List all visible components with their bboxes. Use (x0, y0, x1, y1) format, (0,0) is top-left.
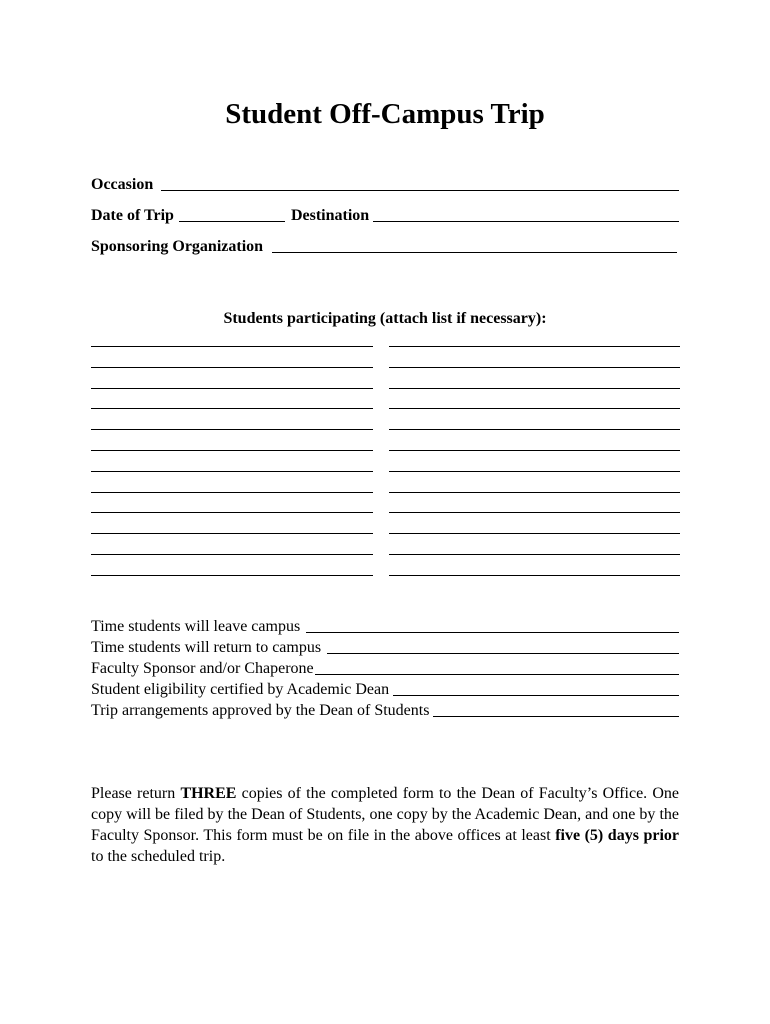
instructions-emphasis-copies: THREE (180, 785, 237, 802)
faculty-field[interactable] (315, 674, 679, 675)
student-name-line-left[interactable] (91, 429, 373, 430)
leave-time-row (91, 614, 679, 636)
student-name-line-left[interactable] (91, 575, 373, 576)
student-name-line-left[interactable] (91, 554, 373, 555)
occasion-row (91, 172, 679, 194)
students-heading: Students participating (attach list if necessary): (223, 310, 547, 327)
sponsor-org-row (91, 234, 679, 256)
student-name-line-right[interactable] (389, 492, 680, 493)
occasion-field[interactable] (161, 190, 679, 191)
destination-field[interactable] (373, 221, 679, 222)
student-name-line-left[interactable] (91, 346, 373, 347)
student-name-line-right[interactable] (389, 450, 680, 451)
student-name-line-right[interactable] (389, 471, 680, 472)
date-label: Date of Trip (91, 207, 174, 224)
return-time-label: Time students will return to campus (91, 639, 322, 656)
eligibility-field[interactable] (393, 695, 679, 696)
student-name-line-left[interactable] (91, 492, 373, 493)
eligibility-row (91, 677, 679, 699)
instructions-text-1: Please return (91, 785, 181, 802)
student-name-line-left[interactable] (91, 388, 373, 389)
leave-time-label: Time students will leave campus (91, 618, 301, 635)
student-name-line-right[interactable] (389, 346, 680, 347)
faculty-row (91, 656, 679, 678)
faculty-label: Faculty Sponsor and/or Chaperone (91, 660, 314, 677)
instructions-text-3: to the scheduled trip. (91, 848, 226, 865)
student-name-line-left[interactable] (91, 471, 373, 472)
instructions-emphasis-deadline: five (5) days prior (555, 827, 680, 844)
student-name-line-right[interactable] (389, 512, 680, 513)
student-name-line-right[interactable] (389, 533, 680, 534)
approval-field[interactable] (433, 716, 679, 717)
return-time-row (91, 635, 679, 657)
occasion-label: Occasion (91, 176, 154, 193)
date-destination-row (91, 203, 679, 225)
student-name-line-left[interactable] (91, 367, 373, 368)
student-name-line-right[interactable] (389, 388, 680, 389)
approval-label: Trip arrangements approved by the Dean of Students (91, 702, 430, 719)
student-name-line-left[interactable] (91, 512, 373, 513)
student-name-line-left[interactable] (91, 533, 373, 534)
sponsor-org-field[interactable] (272, 252, 677, 253)
instructions-paragraph (91, 783, 679, 867)
destination-label: Destination (290, 207, 370, 224)
student-name-line-right[interactable] (389, 367, 680, 368)
student-name-line-right[interactable] (389, 554, 680, 555)
return-time-field[interactable] (327, 653, 679, 654)
student-name-line-right[interactable] (389, 575, 680, 576)
student-name-line-right[interactable] (389, 408, 680, 409)
leave-time-field[interactable] (306, 632, 679, 633)
eligibility-label: Student eligibility certified by Academic Dean (91, 681, 390, 698)
student-name-line-left[interactable] (91, 408, 373, 409)
approval-row (91, 698, 679, 720)
student-name-line-left[interactable] (91, 450, 373, 451)
student-name-line-right[interactable] (389, 429, 680, 430)
date-field[interactable] (179, 221, 285, 222)
sponsor-org-label: Sponsoring Organization (91, 238, 264, 255)
instructions-text-2: copies of the completed form to the Dean of Faculty’s Office. One copy will be filed by the Dean of Students, one copy by the Academic Dean, and one by the Faculty Sponsor. This form must be on file in the above offices at least (91, 785, 680, 844)
page-title: Student Off-Campus Trip (225, 98, 545, 130)
